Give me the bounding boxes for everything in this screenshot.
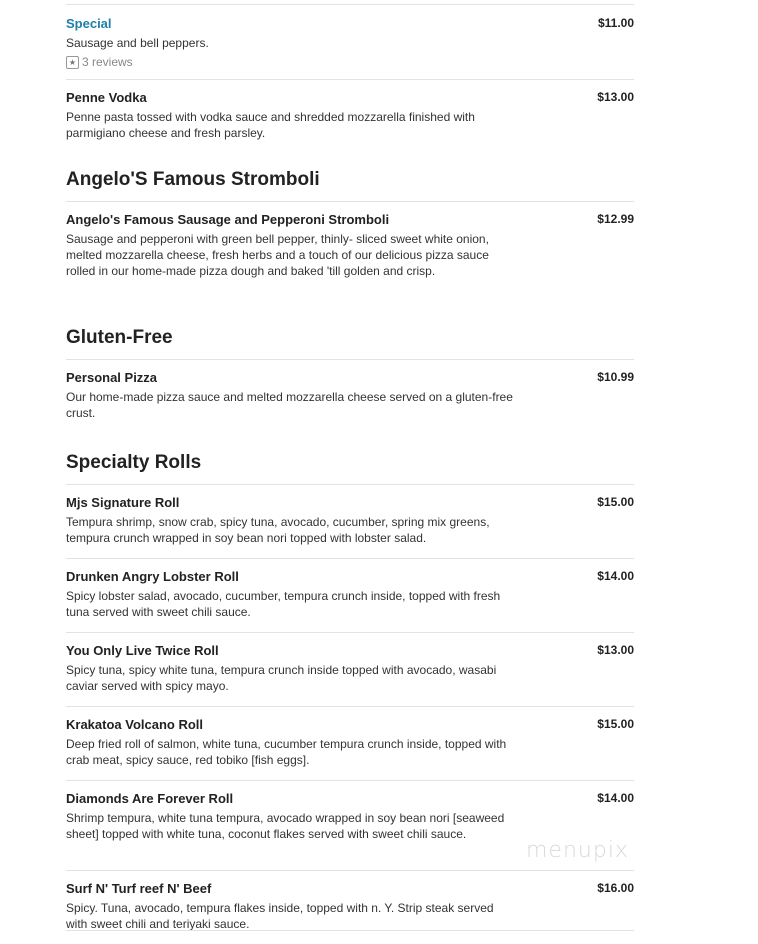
item-price: $15.00 (597, 717, 634, 731)
menu-item (66, 706, 634, 780)
item-name: Diamonds Are Forever Roll (66, 791, 234, 806)
menu (66, 0, 634, 944)
item-name: Personal Pizza (66, 370, 158, 385)
menu-item (66, 558, 634, 632)
item-price: $14.00 (597, 791, 634, 805)
menu-item (66, 870, 634, 944)
item-name: Angelo's Famous Sausage and Pepperoni Stromboli (66, 212, 390, 227)
item-description: Deep fried roll of salmon, white tuna, cucumber tempura crunch inside, topped with crab meat, spicy sauce, red tobiko [fish eggs]. (66, 737, 507, 767)
item-description: Shrimp tempura, white tuna tempura, avocado wrapped in soy bean nori [seaweed sheet] topped with white tuna, coconut flakes served with sweet chili sauce. (66, 811, 505, 841)
item-price: $10.99 (597, 370, 634, 384)
reviews-link[interactable] (66, 54, 634, 70)
menu-item (66, 4, 634, 79)
item-description: Tempura shrimp, snow crab, spicy tuna, avocado, cucumber, spring mix greens, tempura crunch wrapped in soy bean nori topped with lobster salad. (66, 515, 490, 545)
menu-item (66, 484, 634, 558)
menu-item (66, 632, 634, 706)
divider (66, 930, 634, 931)
menu-item (66, 201, 634, 326)
item-price: $16.00 (597, 881, 634, 895)
item-price: $13.00 (597, 643, 634, 657)
menu-item (66, 79, 634, 168)
item-price: $13.00 (597, 90, 634, 104)
item-name: You Only Live Twice Roll (66, 643, 219, 658)
item-description: Spicy. Tuna, avocado, tempura flakes inside, topped with n. Y. Strip steak served with sweet chili and teriyaki sauce. (66, 901, 494, 931)
item-name: Drunken Angry Lobster Roll (66, 569, 239, 584)
item-name: Penne Vodka (66, 90, 147, 105)
item-price: $14.00 (597, 569, 634, 583)
item-name: Krakatoa Volcano Roll (66, 717, 204, 732)
watermark-logo: menupix (526, 838, 629, 863)
item-price: $12.99 (597, 212, 634, 226)
item-description: Spicy lobster salad, avocado, cucumber, tempura crunch inside, topped with fresh tuna served with sweet chili sauce. (66, 589, 501, 619)
section-title: Specialty Rolls (66, 452, 202, 473)
item-name-link[interactable]: Special (66, 16, 112, 31)
section-title: Gluten-Free (66, 327, 173, 348)
item-description: Penne pasta tossed with vodka sauce and shredded mozzarella finished with parmigiano cheese and fresh parsley. (66, 110, 475, 140)
item-price: $11.00 (597, 16, 634, 30)
item-description: Our home-made pizza sauce and melted mozzarella cheese served on a gluten-free crust. (66, 390, 513, 420)
item-description: Sausage and pepperoni with green bell pepper, thinly- sliced sweet white onion, melted mozzarella cheese, fresh herbs and a touch of our delicious pizza sauce rolled in our home-made pizza dough and baked 'till golden and crisp. (66, 232, 489, 278)
reviews-count: 3 reviews (82, 55, 133, 69)
item-name: Surf N' Turf reef N' Beef (66, 881, 212, 896)
item-description: Spicy tuna, spicy white tuna, tempura crunch inside topped with avocado, wasabi caviar served with spicy mayo. (66, 663, 497, 693)
section-title: Angelo'S Famous Stromboli (66, 169, 320, 190)
item-name: Mjs Signature Roll (66, 495, 180, 510)
item-price: $15.00 (597, 495, 634, 509)
review-star-icon: ★ (66, 56, 79, 69)
item-description: Sausage and bell peppers. (66, 36, 209, 50)
menu-item (66, 359, 634, 451)
